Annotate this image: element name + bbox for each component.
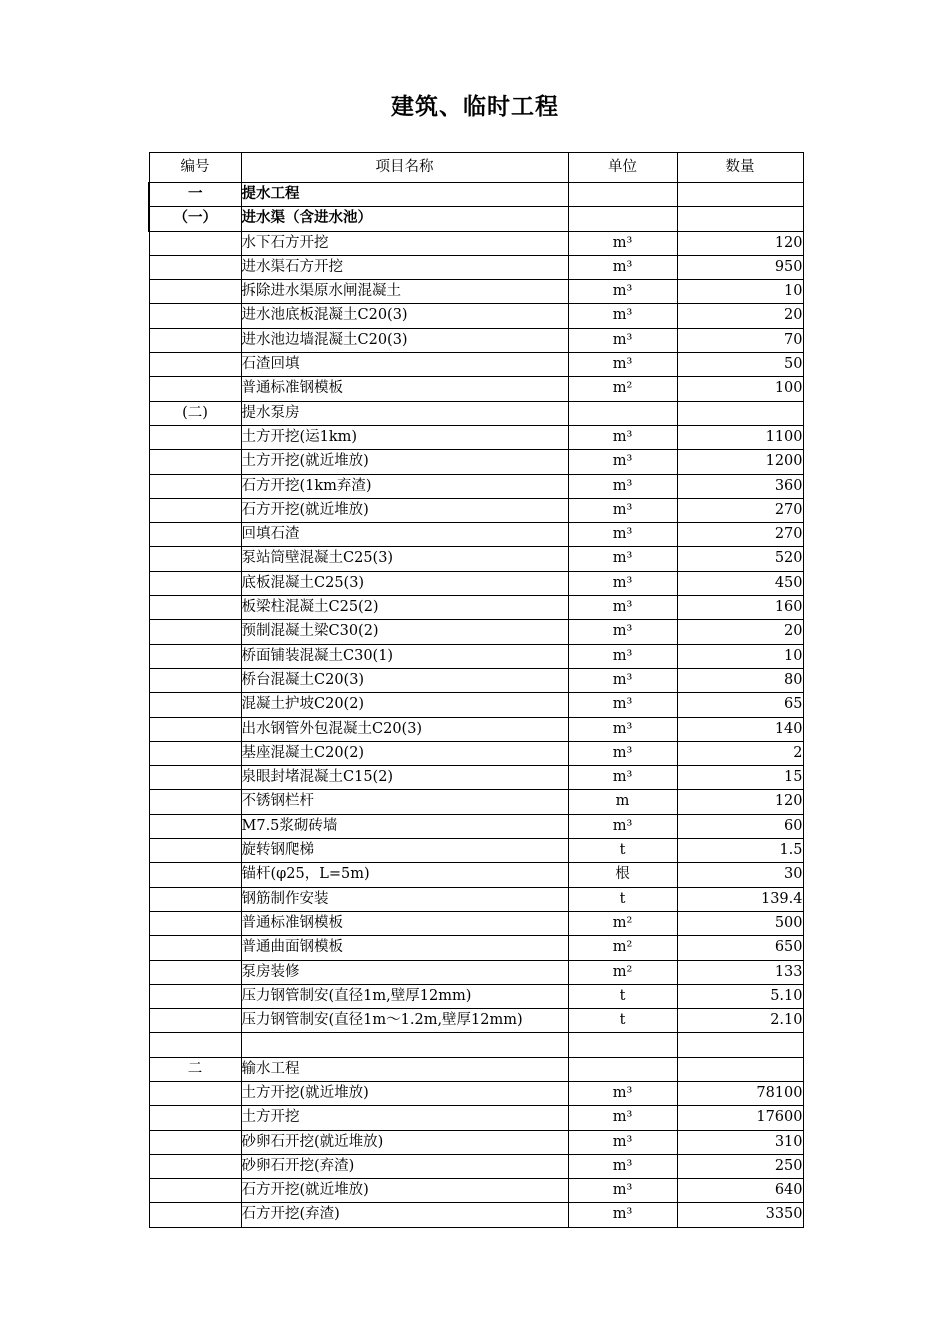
row-unit: m³ [568, 1081, 677, 1105]
row-name: 土方开挖 [241, 1106, 568, 1130]
table-row [149, 984, 803, 1008]
row-quantity: 65 [677, 693, 803, 717]
row-quantity: 160 [677, 596, 803, 620]
row-code: (二) [149, 401, 241, 425]
row-name: 石方开挖(就近堆放) [241, 498, 568, 522]
row-code [149, 863, 241, 887]
row-name: 石方开挖(就近堆放) [241, 1179, 568, 1203]
row-code [149, 1081, 241, 1105]
row-name: 普通标准钢模板 [241, 911, 568, 935]
row-code [149, 328, 241, 352]
row-unit: t [568, 839, 677, 863]
row-unit: m³ [568, 547, 677, 571]
header-name: 项目名称 [241, 153, 568, 183]
row-quantity: 650 [677, 936, 803, 960]
row-unit: m³ [568, 1203, 677, 1227]
row-quantity: 139.4 [677, 887, 803, 911]
row-code: 一 [149, 183, 241, 207]
row-name: 预制混凝土梁C30(2) [241, 620, 568, 644]
row-code [149, 1130, 241, 1154]
row-code [149, 353, 241, 377]
row-unit: m³ [568, 328, 677, 352]
table-row [149, 693, 803, 717]
row-name: 混凝土护坡C20(2) [241, 693, 568, 717]
table-row [149, 1179, 803, 1203]
table-row [149, 1057, 803, 1081]
table-row [149, 1130, 803, 1154]
header-unit: 单位 [568, 153, 677, 183]
table-row [149, 255, 803, 279]
row-name: 泉眼封堵混凝土C15(2) [241, 766, 568, 790]
row-code [149, 620, 241, 644]
row-quantity: 1100 [677, 425, 803, 449]
row-unit [568, 1033, 677, 1057]
row-unit: m³ [568, 596, 677, 620]
row-code [149, 450, 241, 474]
row-unit: m³ [568, 474, 677, 498]
row-unit: m³ [568, 255, 677, 279]
row-name: 土方开挖(就近堆放) [241, 450, 568, 474]
row-unit: m² [568, 911, 677, 935]
row-code [149, 1179, 241, 1203]
row-quantity: 15 [677, 766, 803, 790]
row-name: 钢筋制作安装 [241, 887, 568, 911]
table-row [149, 1009, 803, 1033]
row-name: 不锈钢栏杆 [241, 790, 568, 814]
row-quantity [677, 1033, 803, 1057]
header-code: 编号 [149, 153, 241, 183]
row-name: 进水渠（含进水池） [241, 207, 568, 231]
table-row [149, 183, 803, 207]
row-quantity: 1200 [677, 450, 803, 474]
row-name: 出水钢管外包混凝土C20(3) [241, 717, 568, 741]
table-row [149, 353, 803, 377]
row-code [149, 936, 241, 960]
row-quantity: 78100 [677, 1081, 803, 1105]
row-name: 板梁柱混凝土C25(2) [241, 596, 568, 620]
table-row [149, 401, 803, 425]
table-row [149, 474, 803, 498]
table-row [149, 425, 803, 449]
row-code [149, 887, 241, 911]
row-name: 锚杆(φ25，L=5m) [241, 863, 568, 887]
row-name: 普通曲面钢模板 [241, 936, 568, 960]
row-code [149, 839, 241, 863]
table-row [149, 960, 803, 984]
table-row [149, 547, 803, 571]
row-name: 进水渠石方开挖 [241, 255, 568, 279]
row-unit: m² [568, 936, 677, 960]
row-code: 二 [149, 1057, 241, 1081]
row-quantity: 80 [677, 668, 803, 692]
row-code [149, 717, 241, 741]
row-code [149, 693, 241, 717]
row-quantity: 3350 [677, 1203, 803, 1227]
table-row [149, 1203, 803, 1227]
row-quantity: 270 [677, 498, 803, 522]
row-quantity: 120 [677, 231, 803, 255]
row-code [149, 1154, 241, 1178]
row-unit: m³ [568, 1154, 677, 1178]
row-name: 砂卵石开挖(就近堆放) [241, 1130, 568, 1154]
row-unit: 根 [568, 863, 677, 887]
row-unit: m² [568, 960, 677, 984]
row-code [149, 255, 241, 279]
row-code: （一） [149, 207, 241, 231]
row-quantity: 640 [677, 1179, 803, 1203]
table-row [149, 1106, 803, 1130]
row-code [149, 814, 241, 838]
row-unit: m³ [568, 741, 677, 765]
table-row [149, 814, 803, 838]
table-row [149, 863, 803, 887]
row-code [149, 984, 241, 1008]
row-unit: m³ [568, 1106, 677, 1130]
row-name: 压力钢管制安(直径1m～1.2m,壁厚12mm) [241, 1009, 568, 1033]
table-row [149, 450, 803, 474]
row-name: 拆除进水渠原水闸混凝土 [241, 280, 568, 304]
row-unit: m³ [568, 523, 677, 547]
row-code [149, 596, 241, 620]
table-row [149, 887, 803, 911]
row-name: 桥面铺装混凝土C30(1) [241, 644, 568, 668]
row-quantity [677, 1057, 803, 1081]
row-quantity: 10 [677, 644, 803, 668]
row-name: 石方开挖(1km弃渣) [241, 474, 568, 498]
row-code [149, 668, 241, 692]
row-quantity: 5.10 [677, 984, 803, 1008]
row-unit: m³ [568, 766, 677, 790]
row-quantity: 270 [677, 523, 803, 547]
table-row [149, 839, 803, 863]
row-code [149, 1106, 241, 1130]
row-quantity: 500 [677, 911, 803, 935]
row-name: 桥台混凝土C20(3) [241, 668, 568, 692]
row-code [149, 280, 241, 304]
row-name: 底板混凝土C25(3) [241, 571, 568, 595]
row-unit: m³ [568, 693, 677, 717]
row-name: 回填石渣 [241, 523, 568, 547]
row-quantity: 360 [677, 474, 803, 498]
row-unit [568, 183, 677, 207]
row-quantity: 100 [677, 377, 803, 401]
row-code [149, 547, 241, 571]
row-unit [568, 401, 677, 425]
row-code [149, 960, 241, 984]
row-quantity: 2.10 [677, 1009, 803, 1033]
table-row [149, 523, 803, 547]
table-row [149, 377, 803, 401]
table-row [149, 596, 803, 620]
row-unit: m³ [568, 450, 677, 474]
row-code [149, 304, 241, 328]
row-name: 砂卵石开挖(弃渣) [241, 1154, 568, 1178]
page-title: 建筑、临时工程 [391, 94, 559, 120]
row-name: 石方开挖(弃渣) [241, 1203, 568, 1227]
row-code [149, 425, 241, 449]
table-row [149, 328, 803, 352]
row-quantity: 310 [677, 1130, 803, 1154]
row-name: 输水工程 [241, 1057, 568, 1081]
table-row [149, 207, 803, 231]
row-name: 泵站筒壁混凝土C25(3) [241, 547, 568, 571]
row-quantity: 520 [677, 547, 803, 571]
table-row [149, 717, 803, 741]
row-quantity: 950 [677, 255, 803, 279]
table-row [149, 790, 803, 814]
table-row [149, 741, 803, 765]
row-quantity [677, 183, 803, 207]
row-unit: m [568, 790, 677, 814]
row-unit: t [568, 984, 677, 1008]
row-quantity: 50 [677, 353, 803, 377]
row-quantity: 2 [677, 741, 803, 765]
row-name: 进水池底板混凝土C20(3) [241, 304, 568, 328]
row-name: 石渣回填 [241, 353, 568, 377]
row-unit: m³ [568, 644, 677, 668]
row-quantity: 30 [677, 863, 803, 887]
row-name: 旋转钢爬梯 [241, 839, 568, 863]
row-code [149, 474, 241, 498]
row-unit: t [568, 887, 677, 911]
row-name: 进水池边墙混凝土C20(3) [241, 328, 568, 352]
row-code [149, 790, 241, 814]
table-row [149, 620, 803, 644]
row-name: 普通标准钢模板 [241, 377, 568, 401]
row-code [149, 1033, 241, 1057]
table-row [149, 498, 803, 522]
row-code [149, 498, 241, 522]
row-unit [568, 1057, 677, 1081]
row-quantity: 70 [677, 328, 803, 352]
row-code [149, 911, 241, 935]
row-unit: m³ [568, 1130, 677, 1154]
row-quantity: 1.5 [677, 839, 803, 863]
header-qty: 数量 [677, 153, 803, 183]
row-unit: m³ [568, 304, 677, 328]
row-unit: m³ [568, 814, 677, 838]
row-unit: m³ [568, 620, 677, 644]
row-quantity: 133 [677, 960, 803, 984]
row-name: 压力钢管制安(直径1m,壁厚12mm) [241, 984, 568, 1008]
row-quantity: 140 [677, 717, 803, 741]
table-row [149, 1154, 803, 1178]
row-quantity: 450 [677, 571, 803, 595]
row-quantity: 17600 [677, 1106, 803, 1130]
table-body [149, 183, 803, 1228]
row-quantity [677, 207, 803, 231]
table-row [149, 668, 803, 692]
table-row [149, 280, 803, 304]
row-name: 土方开挖(运1km) [241, 425, 568, 449]
row-quantity: 20 [677, 620, 803, 644]
table-row [149, 911, 803, 935]
quantities-table [148, 152, 804, 1228]
row-quantity: 120 [677, 790, 803, 814]
table-header-row [149, 153, 803, 183]
row-quantity: 20 [677, 304, 803, 328]
row-quantity: 10 [677, 280, 803, 304]
row-unit [568, 207, 677, 231]
row-quantity: 250 [677, 1154, 803, 1178]
row-name: 提水泵房 [241, 401, 568, 425]
row-quantity: 60 [677, 814, 803, 838]
row-code [149, 741, 241, 765]
row-quantity [677, 401, 803, 425]
row-unit: m³ [568, 231, 677, 255]
row-name: 基座混凝土C20(2) [241, 741, 568, 765]
table-row [149, 644, 803, 668]
row-unit: m³ [568, 353, 677, 377]
row-code [149, 523, 241, 547]
table-row [149, 766, 803, 790]
row-name [241, 1033, 568, 1057]
table-row [149, 936, 803, 960]
table-row [149, 304, 803, 328]
row-unit: m³ [568, 425, 677, 449]
row-code [149, 231, 241, 255]
table-row [149, 231, 803, 255]
row-code [149, 1009, 241, 1033]
row-code [149, 644, 241, 668]
row-unit: t [568, 1009, 677, 1033]
row-code [149, 1203, 241, 1227]
row-name: 提水工程 [241, 183, 568, 207]
row-unit: m³ [568, 498, 677, 522]
row-name: 泵房装修 [241, 960, 568, 984]
row-code [149, 571, 241, 595]
row-name: 土方开挖(就近堆放) [241, 1081, 568, 1105]
row-name: 水下石方开挖 [241, 231, 568, 255]
row-unit: m³ [568, 571, 677, 595]
table-row [149, 1081, 803, 1105]
row-code [149, 377, 241, 401]
row-code [149, 766, 241, 790]
row-unit: m³ [568, 717, 677, 741]
row-name: M7.5浆砌砖墙 [241, 814, 568, 838]
row-unit: m³ [568, 280, 677, 304]
row-unit: m³ [568, 1179, 677, 1203]
table-row [149, 571, 803, 595]
row-unit: m³ [568, 668, 677, 692]
row-unit: m² [568, 377, 677, 401]
table-row [149, 1033, 803, 1057]
